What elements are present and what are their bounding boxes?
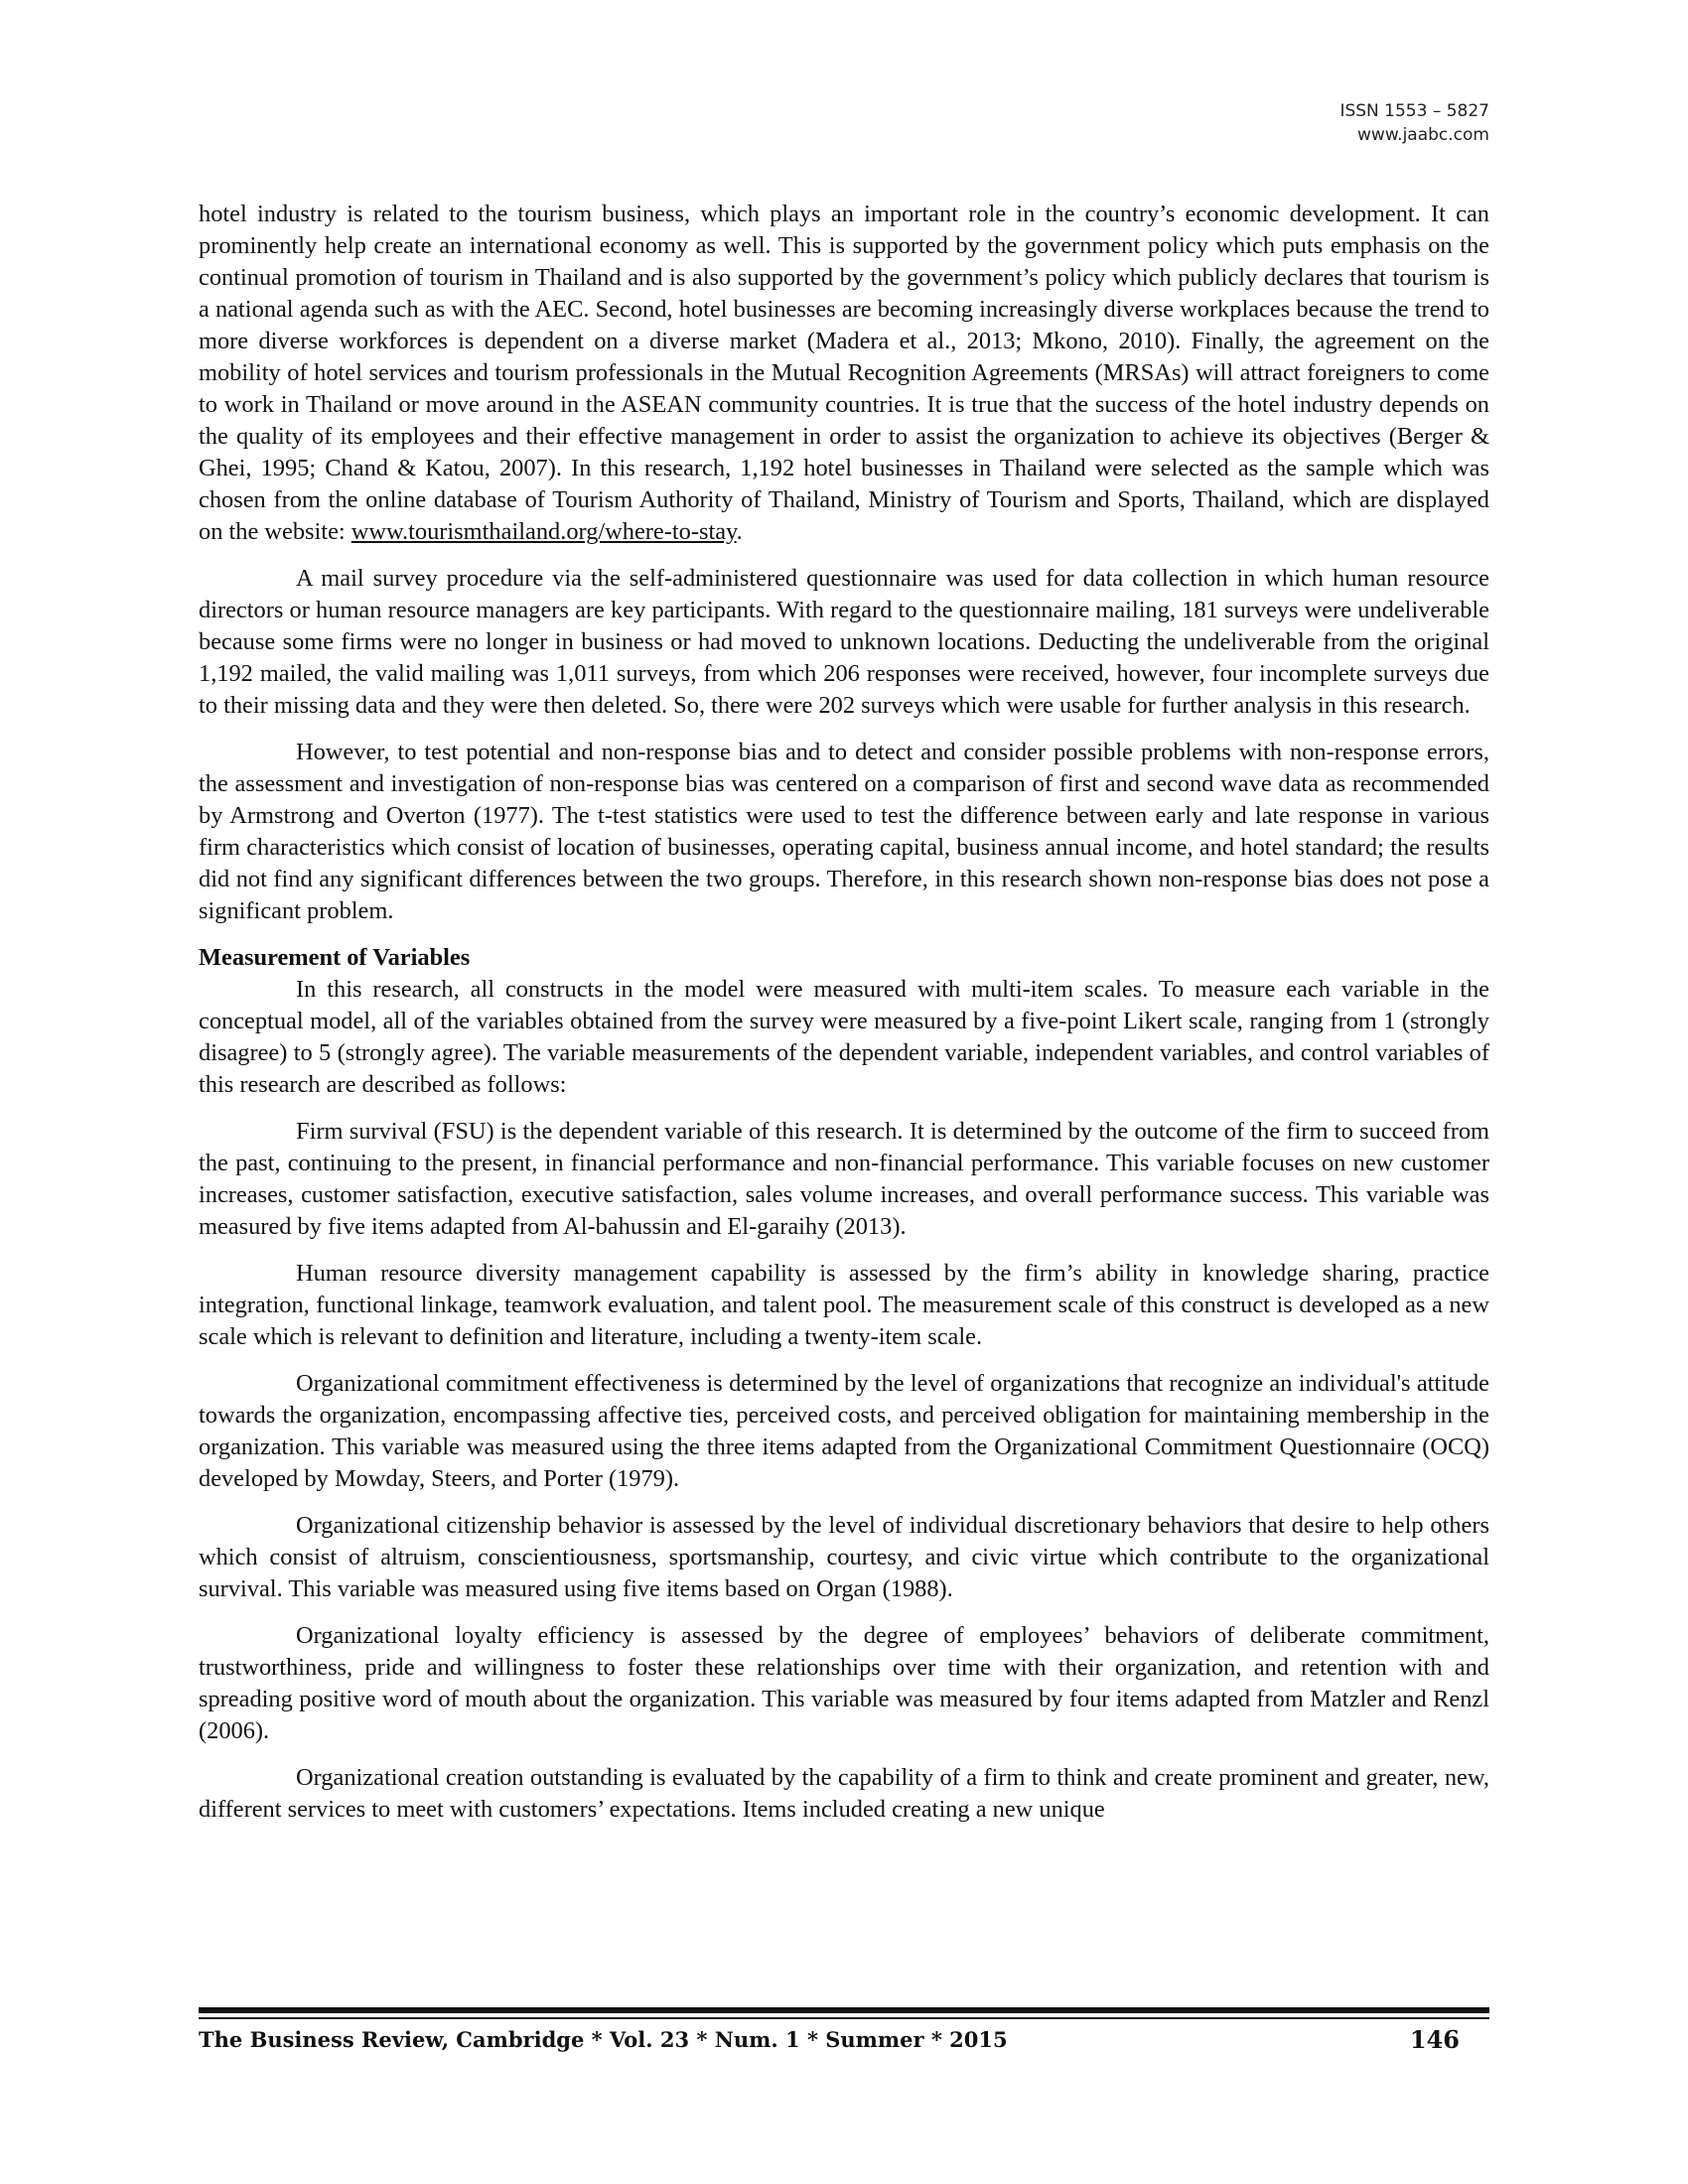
article-body	[199, 199, 1489, 1841]
paragraph-7: Organizational commitment effectiveness is determined by the level of organizations that recognize an individual's attitude towards the organization, encompassing affective ties, perceived costs, and perceived obligation for maintaining membership in the organization. This variable was measured using the three items adapted from the Organizational Commitment Questionnaire (OCQ) developed by Mowday, Steers, and Porter (1979).	[199, 1370, 1489, 1492]
paragraph-5: Firm survival (FSU) is the dependent variable of this research. It is determined by the outcome of the firm to succeed from the past, continuing to the present, in financial performance and non-financial performance. This variable focuses on new customer increases, customer satisfaction, executive satisfaction, sales volume increases, and overall performance success. This variable was measured by five items adapted from Al-bahussin and El-garaihy (2013).	[199, 1118, 1489, 1240]
paragraph-4: In this research, all constructs in the model were measured with multi-item scales. To measure each variable in the conceptual model, all of the variables obtained from the survey were measured by a five-point Likert scale, ranging from 1 (strongly disagree) to 5 (strongly agree). The variable measurements of the dependent variable, independent variables, and control variables of this research are described as follows:	[199, 976, 1489, 1098]
paragraph-3: However, to test potential and non-response bias and to detect and consider possible problems with non-response errors, the assessment and investigation of non-response bias was centered on a comparison of first and second wave data as recommended by Armstrong and Overton (1977). The t-test statistics were used to test the difference between early and late response in various firm characteristics which consist of location of businesses, operating capital, business annual income, and hotel standard; the results did not find any significant differences between the two groups. Therefore, in this research shown non-response bias does not pose a significant problem.	[199, 739, 1489, 924]
tourism-website-link[interactable]: www.tourismthailand.org/where-to-stay	[351, 518, 737, 545]
section-heading: Measurement of Variables	[199, 944, 471, 971]
paragraph-1-end: .	[736, 518, 743, 545]
website-label: www.jaabc.com	[1357, 125, 1489, 145]
paragraph-9: Organizational loyalty efficiency is assessed by the degree of employees’ behaviors of deliberate commitment, trustworthiness, pride and willingness to foster these relationships over time with their organization, and retention with and spreading positive word of mouth about the organization. This variable was measured by four items adapted from Matzler and Renzl (2006).	[199, 1622, 1489, 1744]
page-header	[1339, 99, 1489, 147]
page-number: 146	[1409, 2025, 1460, 2054]
paragraph-1-text: hotel industry is related to the tourism business, which plays an important role in the country’s economic development. It can prominently help create an international economy as well. This is supported by the government policy which puts emphasis on the continual promotion of tourism in Thailand and is also supported by the government’s policy which publicly declares that tourism is a national agenda such as with the AEC. Second, hotel businesses are becoming increasingly diverse workplaces because the trend to more diverse workforces is dependent on a diverse market (Madera et al., 2013; Mkono, 2010). Finally, the agreement on the mobility of hotel services and tourism professionals in the Mutual Recognition Agreements (MRSAs) will attract foreigners to come to work in Thailand or move around in the ASEAN community countries. It is true that the success of the hotel industry depends on the quality of its employees and their effective management in order to assist the organization to achieve its objectives (Berger & Ghei, 1995; Chand & Katou, 2007). In this research, 1,192 hotel businesses in Thailand were selected as the sample which was chosen from the online database of Tourism Authority of Thailand, Ministry of Tourism and Sports, Thailand, which are displayed on the website:	[199, 201, 1489, 545]
issn-label: ISSN 1553 – 5827	[1339, 101, 1489, 121]
paragraph-10: Organizational creation outstanding is evaluated by the capability of a firm to think and create prominent and greater, new, different services to meet with customers’ expectations. Items included creating a new unique	[199, 1764, 1489, 1823]
paragraph-8: Organizational citizenship behavior is assessed by the level of individual discretionary behaviors that desire to help others which consist of altruism, conscientiousness, sportsmanship, courtesy, and civic virtue which contribute to the organizational survival. This variable was measured using five items based on Organ (1988).	[199, 1512, 1489, 1602]
footer-rule-thin	[199, 2017, 1489, 2019]
paragraph-6: Human resource diversity management capability is assessed by the firm’s ability in knowledge sharing, practice integration, functional linkage, teamwork evaluation, and talent pool. The measurement scale of this construct is developed as a new scale which is relevant to definition and literature, including a twenty-item scale.	[199, 1260, 1489, 1350]
footer-rule-thick	[199, 2007, 1489, 2013]
journal-citation: The Business Review, Cambridge * Vol. 23 * Num. 1 * Summer * 2015	[199, 2027, 1008, 2052]
paragraph-1	[199, 199, 1489, 548]
paragraph-2: A mail survey procedure via the self-administered questionnaire was used for data collection in which human resource directors or human resource managers are key participants. With regard to the questionnaire mailing, 181 surveys were undeliverable because some firms were no longer in business or had moved to unknown locations. Deducting the undeliverable from the original 1,192 mailed, the valid mailing was 1,011 surveys, from which 206 responses were received, however, four incomplete surveys due to their missing data and they were then deleted. So, there were 202 surveys which were usable for further analysis in this research.	[199, 565, 1489, 719]
page-footer	[199, 2025, 1489, 2055]
